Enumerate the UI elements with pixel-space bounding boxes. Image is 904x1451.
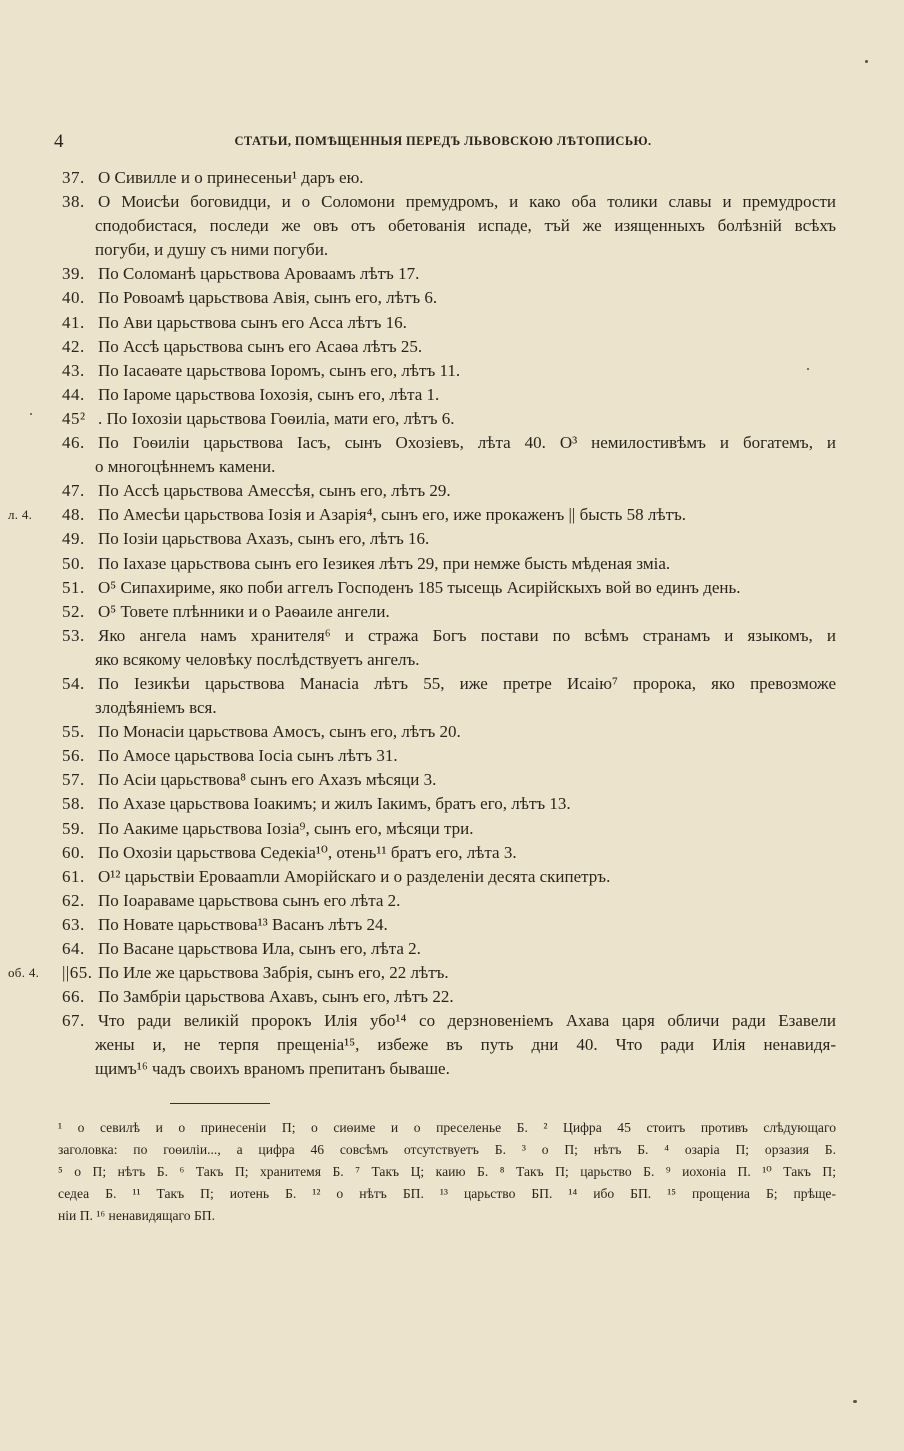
entry-item: [62, 985, 836, 1009]
entry-item: [62, 407, 836, 431]
entry-item: [62, 865, 836, 889]
entry-item: [62, 841, 836, 865]
entry-number: 42.: [62, 336, 85, 356]
entry-item: [62, 1009, 836, 1081]
entry-text: По Іозіи царьствова Ахазъ, сынъ его, лѣтъ 16.: [98, 529, 430, 549]
entry-number: 59.: [62, 818, 85, 838]
entry-text: По Ассѣ царьствова сынъ его Асаѳа лѣтъ 25.: [98, 336, 423, 356]
entry-list: [0, 166, 904, 1082]
entry-item: [62, 768, 836, 792]
entry-number: 60.: [62, 842, 85, 862]
margin-folio-note: л. 4.: [8, 507, 33, 523]
entry-item: [62, 262, 836, 286]
entry-text: По Іезикѣи царьствова Манасіа лѣтъ 55, иже претре Исаію⁷ пророка, яко превозможе: [98, 673, 836, 693]
page-number: 4: [54, 131, 64, 152]
paper-speck: [853, 1400, 857, 1403]
footnote-line: ніи П. ¹⁶ ненавидящаго БП.: [58, 1208, 215, 1223]
entry-continuation: погуби, и душу съ ними погуби.: [95, 240, 329, 260]
entry-number: 44.: [62, 384, 85, 404]
entry-item: [62, 190, 836, 262]
entry-text: По Амесѣи царьствова Іозія и Азарія⁴, сынъ его, иже прокаженъ || бысть 58 лѣтъ.: [98, 505, 687, 525]
entry-item: [62, 913, 836, 937]
entry-number: 49.: [62, 529, 85, 549]
running-title: СТАТЬИ, ПОМѢЩЕННЫЯ ПЕРЕДЪ ЛЬВОВСКОЮ ЛѢТОПИСЬЮ.: [234, 134, 652, 148]
entry-item: [62, 624, 836, 672]
entry-continuation: о многоцѣннемъ камени.: [95, 457, 276, 477]
paper-speck: [30, 413, 32, 415]
entry-item: [62, 889, 836, 913]
entry-continuation: сподобистася, последи же овъ отъ обетованія испаде, тъй же изященныхъ болѣзній всѣхъ: [95, 216, 836, 236]
entry-number: 43.: [62, 360, 85, 380]
footnote-rule: [170, 1103, 270, 1104]
entry-number: 64.: [62, 939, 85, 958]
entry-continuation: жены и, не терпя прещеніа¹⁵, избеже въ путь дни 40. Что ради Илія ненавидя-: [95, 1035, 836, 1055]
entry-text: По Асіи царьствова⁸ сынъ его Ахазъ мѣсяци 3.: [98, 770, 437, 790]
entry-item: [62, 527, 836, 551]
entry-text: Что ради великій пророкъ Илія убо¹⁴ со дерзновеніемъ Ахава царя обличи ради Езавели: [98, 1011, 836, 1031]
entry-text: О⁵ Сипахириме, яко поби аггелъ Господенъ 185 тысещь Асирійскыхъ вой во единъ день.: [98, 577, 741, 597]
entry-text: По Ассѣ царьствова Амессѣя, сынъ его, лѣтъ 29.: [98, 481, 451, 501]
entry-item: [62, 744, 836, 768]
entry-text: По Іасаѳате царьствова Іоромъ, сынъ его, лѣтъ 11.: [98, 360, 461, 380]
entry-number: 61.: [62, 866, 85, 886]
entry-number: 53.: [62, 625, 85, 645]
entry-number: 58.: [62, 794, 85, 814]
entry-item: [62, 286, 836, 310]
entry-number: 40.: [62, 288, 85, 308]
entry-item: [62, 817, 836, 841]
entry-item: [8, 961, 836, 985]
entry-item: [62, 937, 836, 961]
entry-text: О Моисѣи боговидци, и о Соломони премудромъ, и како оба толики славы и премудрости: [98, 192, 836, 212]
entry-text: О⁵ Товете плѣнники и о Раѳаиле ангели.: [98, 601, 390, 621]
entry-number: 52.: [62, 601, 85, 621]
entry-number: 39.: [62, 264, 85, 284]
entry-item: [62, 383, 836, 407]
entry-number: 54.: [62, 673, 85, 693]
entry-number: 63.: [62, 914, 85, 934]
entry-number: 67.: [62, 1011, 85, 1031]
entry-number: ||65.: [62, 963, 93, 983]
entry-text: По Ахазе царьствова Іоакимъ; и жилъ Іакимъ, братъ его, лѣтъ 13.: [98, 794, 571, 814]
entry-text: По Амосе царьствова Іосіа сынъ лѣтъ 31.: [98, 746, 398, 766]
entry-text: О Сивилле и о принесеньи¹ даръ ею.: [98, 168, 364, 187]
entry-item: [62, 720, 836, 744]
entry-item: [62, 672, 836, 720]
entry-item: [62, 431, 836, 479]
entry-text: По Аакиме царьствова Іозіа⁹, сынъ его, мѣсяци три.: [98, 818, 474, 838]
entry-text: По Іахазе царьствова сынъ его Іезикея лѣтъ 29, при немже бысть мѣденая зміа.: [98, 553, 671, 573]
entry-text: Яко ангела намъ хранителя⁶ и стража Богъ постави по всѣмъ странамъ и языкомъ, и: [98, 625, 836, 645]
entry-item: [62, 359, 836, 383]
entry-number: 41.: [62, 312, 85, 332]
entry-text: О¹² царьствіи Еровааmли Аморійскаго и о разделеніи десята скипетръ.: [98, 866, 611, 886]
entry-text: По Новате царьствова¹³ Васанъ лѣтъ 24.: [98, 914, 388, 934]
entry-number: 48.: [62, 505, 85, 525]
entry-item: [62, 576, 836, 600]
entry-number: 50.: [62, 553, 85, 573]
entry-item: [62, 479, 836, 503]
entry-text: По Соломанѣ царьствова Ароваамъ лѣтъ 17.: [98, 264, 420, 284]
entry-number: 62.: [62, 890, 85, 910]
entry-continuation: злодѣяніемъ вся.: [95, 698, 217, 718]
entry-text: По Васане царьствова Ила, сынъ его, лѣта 2.: [98, 939, 421, 958]
entry-text: По Гоѳиліи царьствова Іасъ, сынъ Охозіевъ, лѣта 40. О³ немилостивѣмъ и богатемъ, и: [98, 433, 836, 453]
margin-folio-note: об. 4.: [8, 965, 40, 981]
entry-item: [62, 166, 836, 190]
entry-number: 56.: [62, 746, 85, 766]
entry-number: 45²: [62, 408, 86, 428]
entry-text: По Охозіи царьствова Седекіа¹⁰, отень¹¹ братъ его, лѣта 3.: [98, 842, 517, 862]
footnote-line: седеа Б. ¹¹ Такъ П; иотень Б. ¹² о нѣтъ БП. ¹³ царьство БП. ¹⁴ ибо БП. ¹⁵ прощениа Б; прѣще-: [58, 1186, 836, 1201]
entry-item: [62, 335, 836, 359]
entry-text: По Іоараваме царьствова сынъ его лѣта 2.: [98, 890, 401, 910]
entry-number: 38.: [62, 192, 85, 212]
entry-number: 37.: [62, 168, 85, 187]
page-header: [48, 131, 838, 153]
entry-number: 55.: [62, 722, 85, 742]
entry-text: По Ави царьствова сынъ его Асса лѣтъ 16.: [98, 312, 407, 332]
entry-number: 57.: [62, 770, 85, 790]
entry-item: [62, 311, 836, 335]
entry-continuation: яко всякому человѣку послѣдствуетъ ангелъ.: [95, 649, 420, 669]
footnote-line: ⁵ о П; нѣтъ Б. ⁶ Такъ П; хранитемя Б. ⁷ Такъ Ц; каию Б. ⁸ Такъ П; царьство Б. ⁹ иохоніа П. ¹⁰ Такъ П;: [58, 1164, 836, 1179]
entry-item: [8, 503, 836, 527]
entry-item: [62, 792, 836, 816]
entry-continuation: щимъ¹⁶ чадъ своихъ враномъ препитанъ бываше.: [95, 1059, 450, 1079]
entry-number: 47.: [62, 481, 85, 501]
entry-text: По Іароме царьствова Іохозія, сынъ его, лѣта 1.: [98, 384, 440, 404]
entry-text: По Монасіи царьствова Амосъ, сынъ его, лѣтъ 20.: [98, 722, 461, 742]
entry-item: [62, 600, 836, 624]
entry-number: 46.: [62, 433, 85, 453]
entry-text: По Замбріи царьствова Ахавъ, сынъ его, лѣтъ 22.: [98, 987, 454, 1007]
footnote-line: заголовка: по гоѳиліи..., а цифра 46 совсѣмъ отсутствуетъ Б. ³ о П; нѣтъ Б. ⁴ озаріа П; орзазия Б.: [58, 1142, 836, 1157]
entry-text: По Ровоамѣ царьствова Авія, сынъ его, лѣтъ 6.: [98, 288, 438, 308]
footnote-line: ¹ о севилѣ и о принесеніи П; о сиѳиме и о преселенье Б. ² Цифра 45 стоитъ противъ слѣдующаго: [58, 1120, 836, 1135]
entry-text: По Иле же царьствова Забрія, сынъ его, 22 лѣтъ.: [98, 963, 449, 983]
footnotes: [58, 1117, 836, 1227]
entry-number: 66.: [62, 987, 85, 1007]
paper-speck: [807, 368, 809, 370]
entry-text: . По Іохозіи царьствова Гоѳиліа, мати его, лѣтъ 6.: [98, 408, 455, 428]
paper-speck: [865, 60, 868, 63]
entry-item: [62, 552, 836, 576]
entry-number: 51.: [62, 577, 85, 597]
